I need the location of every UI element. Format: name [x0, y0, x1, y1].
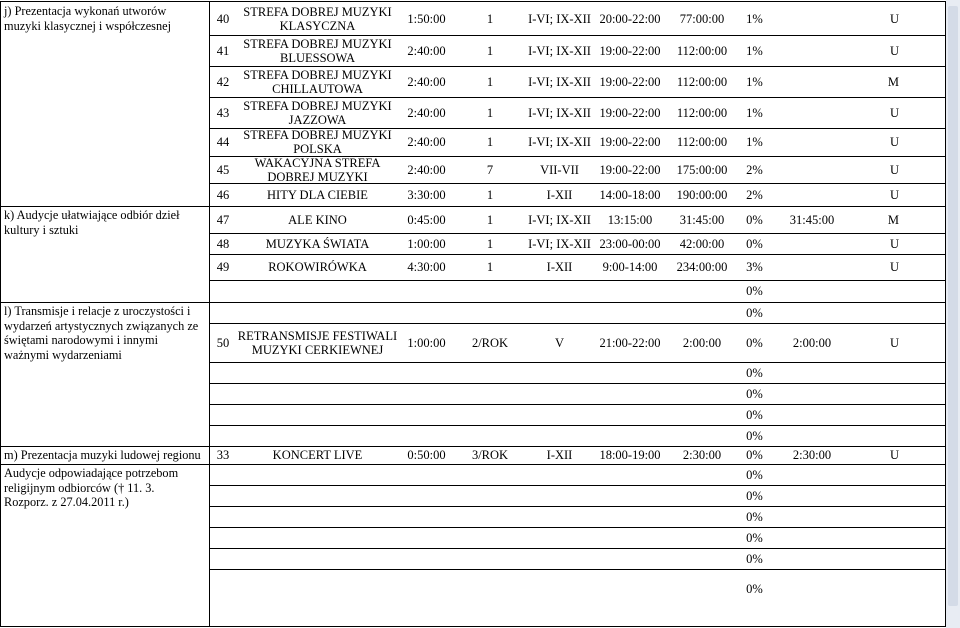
cell-extra: 31:45:00: [789, 212, 835, 227]
cell-pct: 0%: [746, 551, 763, 566]
cell-hours: 19:00-22:00: [599, 162, 661, 177]
cell-dur: [398, 362, 455, 383]
cell-title: MUZYKA ŚWIATA: [265, 236, 370, 251]
cell-title: [237, 425, 398, 446]
cell-dur: 0:50:00: [407, 448, 446, 462]
cell-cat: [853, 506, 945, 527]
cell-months: I-VI; IX-XII: [528, 135, 591, 149]
cell-total: [666, 569, 738, 609]
category-divider: [0, 302, 209, 303]
cell-hours: 20:00-22:00: [599, 11, 661, 26]
cell-nr: [209, 280, 237, 302]
cell-pct: 0%: [746, 448, 763, 462]
cell-months: [525, 527, 594, 548]
cell-count: 1: [486, 105, 494, 120]
cell-count: [455, 383, 525, 404]
category-k-label: k) Audycje ułatwiające odbiór dzieł kultury i sztuki: [4, 208, 180, 237]
cell-extra: 2:30:00: [792, 448, 832, 462]
cell-total: 175:00:00: [676, 162, 728, 177]
cell-extra: [771, 425, 853, 446]
cell-months: I-XII: [546, 187, 573, 202]
cell-extra: [771, 280, 853, 302]
cell-dur: [398, 548, 455, 569]
cell-total: [666, 302, 738, 323]
cell-months: [525, 548, 594, 569]
cell-hours: 21:00-22:00: [599, 335, 661, 350]
cell-dur: [398, 280, 455, 302]
cell-title: STREFA DOBREJ MUZYKI CHILLAUTOWA: [243, 67, 392, 96]
cell-months: [525, 425, 594, 446]
cell-nr: 42: [216, 74, 230, 89]
cell-months: [525, 506, 594, 527]
cell-total: 112:00:00: [676, 135, 728, 149]
cell-extra: 2:00:00: [792, 335, 832, 350]
cell-dur: 2:40:00: [407, 74, 446, 89]
cell-dur: [398, 527, 455, 548]
cell-cat: U: [889, 105, 899, 120]
cell-months: I-XII: [546, 448, 573, 462]
cell-nr: [209, 464, 237, 485]
cell-title: STREFA DOBREJ MUZYKI JAZZOWA: [243, 98, 392, 127]
category-religious-label: Audycje odpowiadające potrzebom religijnym odbiorców († 11. 3. Rozporz. z 27.04.2011 r.): [4, 466, 179, 509]
cell-extra: [771, 569, 853, 609]
cell-count: 1: [486, 11, 494, 26]
cell-extra: [771, 362, 853, 383]
cell-title: KONCERT LIVE: [272, 448, 363, 462]
cell-count: [455, 527, 525, 548]
category-divider: [0, 206, 209, 207]
cell-title: [237, 404, 398, 425]
cell-title: STREFA DOBREJ MUZYKI BLUESSOWA: [243, 36, 392, 65]
cell-total: [666, 548, 738, 569]
cell-dur: [398, 569, 455, 609]
cell-dur: [398, 485, 455, 506]
cell-total: [666, 383, 738, 404]
cell-pct: 3%: [746, 260, 763, 274]
cell-dur: [398, 506, 455, 527]
cell-count: 1: [486, 236, 494, 251]
cell-cat: U: [889, 162, 899, 177]
cell-hours: [594, 362, 666, 383]
cell-nr: [209, 383, 237, 404]
cell-pct: 1%: [746, 135, 763, 149]
cell-total: [666, 485, 738, 506]
cell-title: [237, 569, 398, 609]
cell-total: 112:00:00: [676, 74, 728, 89]
cell-dur: 2:40:00: [407, 135, 446, 149]
cell-hours: 23:00-00:00: [599, 236, 661, 251]
cell-total: [666, 527, 738, 548]
cell-title: [237, 548, 398, 569]
cell-total: 42:00:00: [679, 236, 725, 251]
cell-cat: U: [889, 11, 899, 26]
cell-title: ALE KINO: [288, 212, 347, 227]
cell-total: [666, 464, 738, 485]
cell-title: [237, 506, 398, 527]
cell-count: [455, 425, 525, 446]
cell-nr: [209, 485, 237, 506]
cell-total: [666, 362, 738, 383]
cell-total: [666, 425, 738, 446]
cell-dur: [398, 383, 455, 404]
cell-cat: U: [889, 260, 899, 274]
cell-title: STREFA DOBREJ MUZYKI POLSKA: [243, 128, 392, 156]
cell-extra: [771, 464, 853, 485]
cell-extra: [771, 233, 853, 254]
cell-hours: 14:00-18:00: [599, 187, 661, 202]
cell-nr: [209, 302, 237, 323]
cell-extra: [771, 548, 853, 569]
cell-nr: 50: [216, 335, 230, 350]
cell-months: [525, 569, 594, 609]
cell-dur: 2:40:00: [407, 43, 446, 58]
cell-extra: [771, 527, 853, 548]
cell-total: 2:30:00: [682, 448, 722, 462]
cell-title: WAKACYJNA STREFA DOBREJ MUZYKI: [254, 155, 381, 184]
cell-pct: 0%: [746, 407, 763, 422]
scrollbar-thumb[interactable]: [948, 6, 958, 606]
cell-title: [237, 464, 398, 485]
cell-extra: [771, 97, 853, 128]
cell-cat: U: [889, 335, 899, 350]
cell-hours: [594, 425, 666, 446]
cell-hours: [594, 506, 666, 527]
cell-extra: [771, 506, 853, 527]
cell-nr: 41: [216, 43, 230, 58]
cell-cat: [853, 569, 945, 609]
cell-months: [525, 383, 594, 404]
cell-title: HITY DLA CIEBIE: [267, 187, 368, 202]
cell-count: 1: [486, 212, 494, 227]
vertical-scrollbar[interactable]: [946, 0, 960, 628]
cell-extra: [771, 66, 853, 97]
cell-pct: 0%: [746, 509, 763, 524]
cell-total: 112:00:00: [676, 105, 728, 120]
cell-count: [455, 302, 525, 323]
cell-hours: 19:00-22:00: [599, 74, 661, 89]
cell-cat: [853, 302, 945, 323]
cell-nr: [209, 425, 237, 446]
cell-extra: [771, 2, 853, 35]
cell-pct: 0%: [746, 236, 763, 251]
cell-count: 1: [486, 74, 494, 89]
cell-dur: 1:00:00: [407, 335, 446, 350]
cell-nr: [209, 362, 237, 383]
cell-months: [525, 302, 594, 323]
cell-hours: [594, 280, 666, 302]
cell-hours: [594, 485, 666, 506]
cell-pct: 1%: [746, 74, 763, 89]
cell-months: I-XII: [546, 260, 573, 274]
cell-title: [237, 485, 398, 506]
cell-count: [455, 569, 525, 609]
cell-pct: 2%: [746, 162, 763, 177]
cell-title: [237, 383, 398, 404]
cell-dur: 2:40:00: [407, 105, 446, 120]
cell-count: 1: [486, 43, 494, 58]
cell-hours: [594, 383, 666, 404]
cell-extra: [771, 35, 853, 66]
cell-dur: [398, 464, 455, 485]
cell-pct: 0%: [746, 530, 763, 545]
cell-count: 1: [486, 135, 494, 149]
cell-hours: 19:00-22:00: [599, 43, 661, 58]
cell-nr: 43: [216, 105, 230, 120]
cell-extra: [771, 254, 853, 280]
cell-total: [666, 404, 738, 425]
cell-nr: 45: [216, 162, 230, 177]
cell-title: [237, 362, 398, 383]
cell-pct: 1%: [746, 105, 763, 120]
cell-hours: 9:00-14:00: [602, 260, 658, 274]
cell-dur: 4:30:00: [407, 260, 446, 274]
cell-title: [237, 302, 398, 323]
cell-extra: [771, 485, 853, 506]
cell-hours: [594, 569, 666, 609]
cell-pct: 1%: [746, 11, 763, 26]
cell-dur: 1:50:00: [407, 11, 446, 26]
cell-cat: U: [889, 187, 899, 202]
cell-months: I-VI; IX-XII: [528, 74, 591, 89]
cell-nr: [209, 569, 237, 609]
cell-months: V: [554, 335, 565, 350]
cell-pct: 0%: [746, 428, 763, 443]
cell-nr: 47: [216, 212, 230, 227]
cell-hours: [594, 404, 666, 425]
cell-count: [455, 362, 525, 383]
cell-nr: [209, 506, 237, 527]
cell-cat: [853, 425, 945, 446]
cell-title: STREFA DOBREJ MUZYKI KLASYCZNA: [243, 4, 392, 33]
cell-cat: [853, 404, 945, 425]
cell-title: [237, 527, 398, 548]
cell-months: I-VI; IX-XII: [528, 236, 591, 251]
cell-count: [455, 280, 525, 302]
cell-count: 1: [486, 260, 494, 274]
cell-count: [455, 404, 525, 425]
cell-extra: [771, 383, 853, 404]
cell-dur: 3:30:00: [407, 187, 446, 202]
cell-pct: 0%: [746, 365, 763, 380]
cell-cat: [853, 464, 945, 485]
cell-months: I-VI; IX-XII: [528, 11, 591, 26]
cell-pct: 0%: [746, 305, 763, 320]
cell-total: 31:45:00: [679, 212, 725, 227]
cell-extra: [771, 156, 853, 183]
cell-total: 112:00:00: [676, 43, 728, 58]
cell-cat: M: [887, 212, 899, 227]
cell-cat: M: [887, 74, 899, 89]
cell-pct: 0%: [746, 467, 763, 482]
cell-hours: [594, 527, 666, 548]
category-divider: [0, 446, 209, 447]
cell-hours: [594, 464, 666, 485]
cell-pct: 0%: [746, 284, 763, 298]
cell-dur: 0:45:00: [407, 212, 446, 227]
cell-total: [666, 506, 738, 527]
cell-nr: 44: [216, 135, 230, 149]
cell-count: [455, 464, 525, 485]
cell-cat: U: [889, 43, 899, 58]
cell-count: 1: [486, 187, 494, 202]
category-divider: [0, 464, 209, 465]
cell-cat: U: [889, 135, 899, 149]
cell-title: [237, 280, 398, 302]
cell-dur: [398, 404, 455, 425]
cell-hours: 19:00-22:00: [599, 135, 661, 149]
cell-extra: [771, 128, 853, 156]
cell-hours: 19:00-22:00: [599, 105, 661, 120]
cell-extra: [771, 404, 853, 425]
cell-count: [455, 548, 525, 569]
cell-total: 77:00:00: [679, 11, 725, 26]
cell-pct: 0%: [746, 335, 763, 350]
cell-pct: 0%: [746, 386, 763, 401]
cell-months: I-VI; IX-XII: [528, 105, 591, 120]
cell-months: VII-VII: [540, 162, 579, 177]
cell-pct: 2%: [746, 187, 763, 202]
cell-nr: 49: [216, 260, 230, 274]
category-m-label: m) Prezentacja muzyki ludowej regionu: [4, 448, 201, 462]
cell-total: 190:00:00: [676, 187, 728, 202]
cell-pct: 1%: [746, 43, 763, 58]
cell-nr: [209, 548, 237, 569]
cell-nr: 48: [216, 236, 230, 251]
cell-months: [525, 485, 594, 506]
cell-count: 2/ROK: [471, 335, 509, 350]
category-j-label: j) Prezentacja wykonań utworów muzyki klasycznej i współczesnej: [4, 4, 171, 33]
cell-total: [666, 280, 738, 302]
cell-count: [455, 485, 525, 506]
cell-count: [455, 506, 525, 527]
cell-hours: 13:15:00: [607, 212, 653, 227]
cell-cat: U: [889, 448, 899, 462]
cell-cat: [853, 280, 945, 302]
cell-months: I-VI; IX-XII: [528, 212, 591, 227]
cell-nr: [209, 527, 237, 548]
cell-cat: [853, 383, 945, 404]
cell-pct: 0%: [746, 212, 763, 227]
cell-pct: 0%: [746, 582, 763, 596]
cell-dur: [398, 302, 455, 323]
cell-total: 2:00:00: [682, 335, 722, 350]
cell-dur: [398, 425, 455, 446]
cell-nr: 40: [216, 11, 230, 26]
table-border-bottom: [0, 626, 946, 627]
cell-dur: 2:40:00: [407, 162, 446, 177]
cell-cat: [853, 362, 945, 383]
cell-nr: [209, 404, 237, 425]
cell-hours: 18:00-19:00: [599, 448, 661, 462]
cell-cat: [853, 527, 945, 548]
cell-nr: 46: [216, 187, 230, 202]
cell-title: RETRANSMISJE FESTIWALI MUZYKI CERKIEWNEJ: [237, 328, 398, 357]
cell-months: [525, 362, 594, 383]
cell-title: ROKOWIRÓWKA: [268, 260, 367, 274]
cell-hours: [594, 302, 666, 323]
category-l-label: l) Transmisje i relacje z uroczystości i wydarzeń artystycznych związanych ze świętami narodowymi i innymi ważnymi wydarzeniami: [4, 304, 199, 362]
table-border-left: [0, 1, 1, 627]
cell-nr: 33: [216, 448, 230, 462]
cell-dur: 1:00:00: [407, 236, 446, 251]
cell-cat: U: [889, 236, 899, 251]
cell-count: 3/ROK: [471, 448, 509, 462]
cell-hours: [594, 548, 666, 569]
cell-cat: [853, 485, 945, 506]
cell-months: I-VI; IX-XII: [528, 43, 591, 58]
cell-months: [525, 404, 594, 425]
cell-months: [525, 464, 594, 485]
cell-months: [525, 280, 594, 302]
cell-cat: [853, 548, 945, 569]
cell-extra: [771, 183, 853, 206]
cell-pct: 0%: [746, 488, 763, 503]
cell-extra: [771, 302, 853, 323]
cell-count: 7: [486, 162, 494, 177]
cell-total: 234:00:00: [676, 260, 728, 274]
